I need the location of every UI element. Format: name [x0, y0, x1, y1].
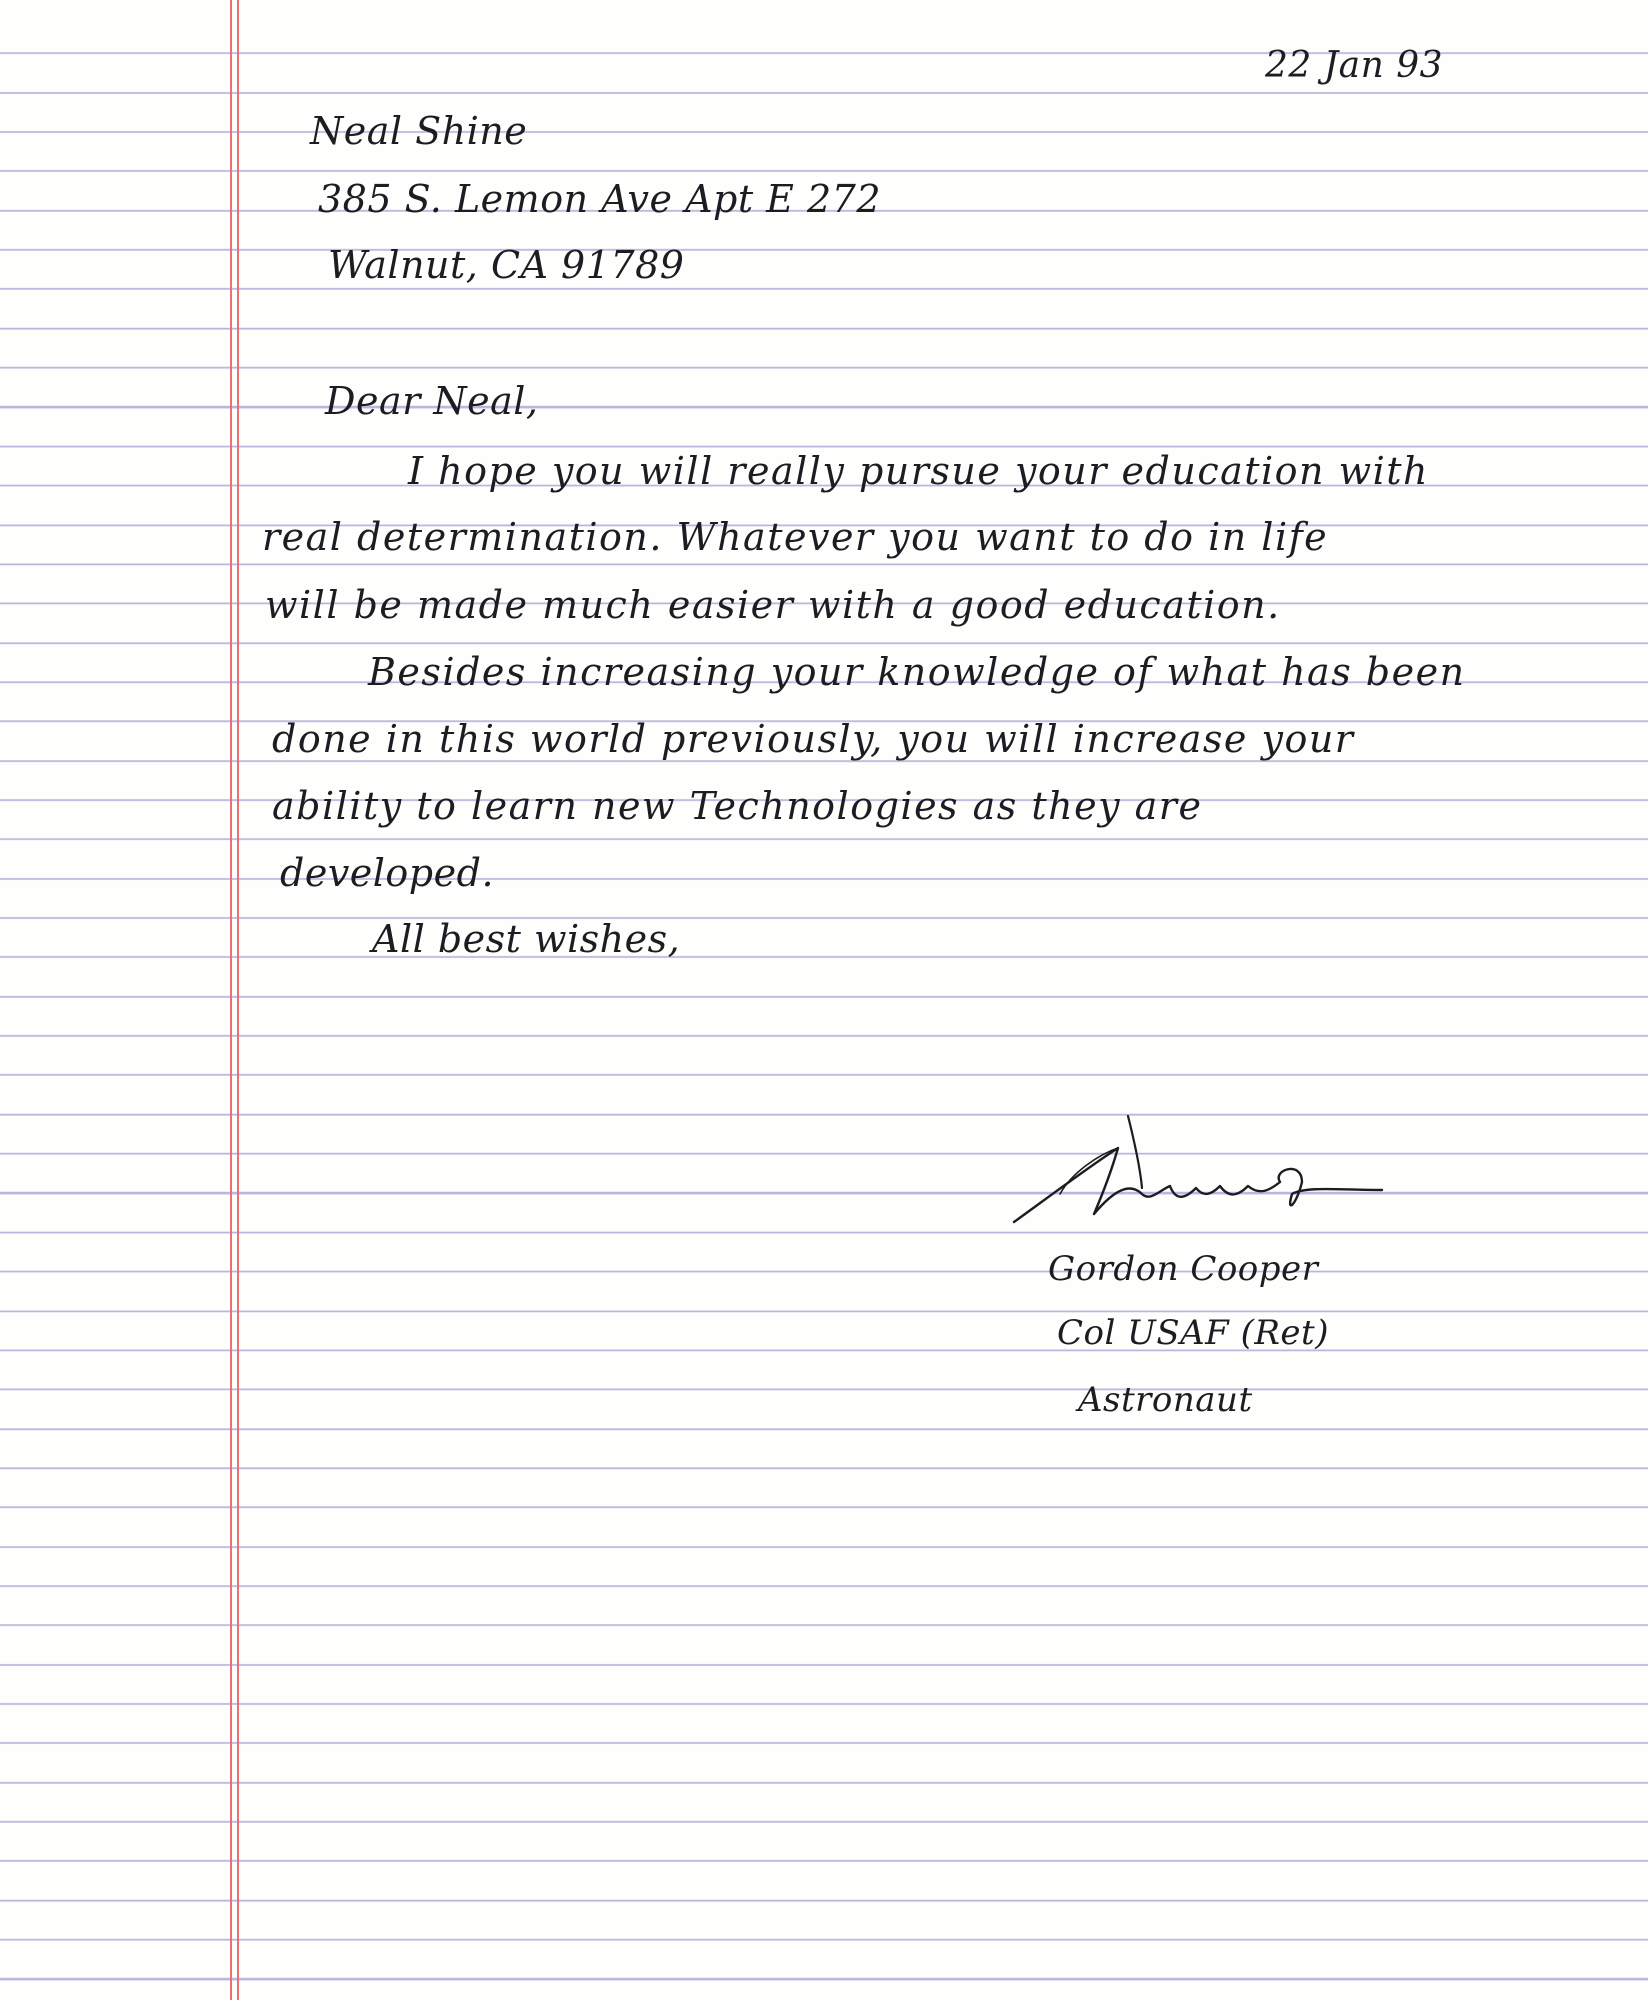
body-line-3: will be made much easier with a good education.	[265, 583, 1281, 627]
recipient-city-line: Walnut, CA 91789	[328, 243, 685, 287]
closing: All best wishes,	[372, 917, 681, 961]
recipient-street: 385 S. Lemon Ave Apt E 272	[318, 177, 882, 221]
body-line-1: I hope you will really pursue your education with	[408, 449, 1430, 493]
body-line-4: Besides increasing your knowledge of what has been	[368, 650, 1466, 694]
body-line-6: ability to learn new Technologies as they are	[272, 784, 1203, 828]
letter-date: 22 Jan 93	[1265, 45, 1444, 86]
printed-name: Gordon Cooper	[1048, 1249, 1319, 1289]
red-margin-line-left	[230, 0, 232, 2000]
body-line-5: done in this world previously, you will increase your	[272, 717, 1355, 761]
salutation: Dear Neal,	[325, 379, 539, 423]
body-line-7: developed.	[280, 851, 495, 895]
handwritten-signature	[1010, 1110, 1390, 1240]
title-line: Astronaut	[1078, 1380, 1253, 1420]
body-line-2: real determination. Whatever you want to do in life	[262, 515, 1329, 559]
recipient-name: Neal Shine	[310, 109, 528, 153]
red-margin-line-right	[237, 0, 239, 2000]
rank-line: Col USAF (Ret)	[1057, 1313, 1329, 1353]
